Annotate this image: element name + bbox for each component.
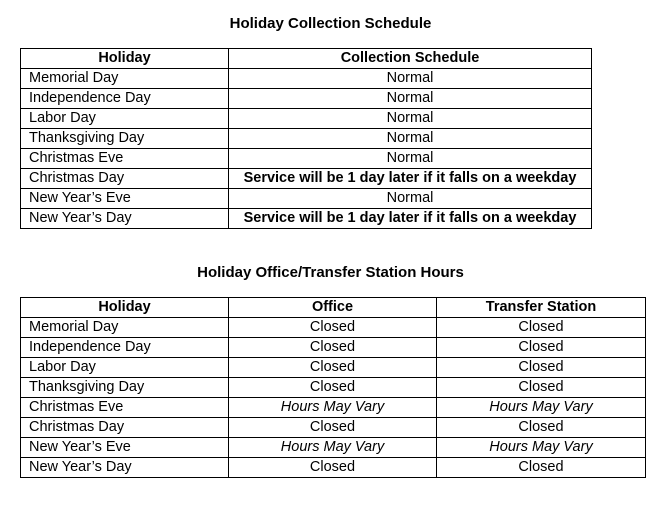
holiday-cell: New Year’s Day: [21, 458, 229, 478]
office-cell: Closed: [229, 338, 437, 358]
holiday-cell: New Year’s Eve: [21, 189, 229, 209]
schedule-cell: Normal: [229, 69, 592, 89]
table-row: [21, 169, 592, 189]
transfer-station-cell: Closed: [437, 378, 646, 398]
table-header-row: [21, 49, 592, 69]
transfer-station-cell: Closed: [437, 418, 646, 438]
table-row: [21, 89, 592, 109]
holiday-cell: Thanksgiving Day: [21, 378, 229, 398]
table-row: [21, 438, 646, 458]
column-header-collection-schedule: Collection Schedule: [229, 49, 592, 69]
office-cell: Closed: [229, 458, 437, 478]
holiday-cell: Christmas Eve: [21, 398, 229, 418]
table-row: [21, 378, 646, 398]
schedule-cell: Service will be 1 day later if it falls on a weekday: [229, 209, 592, 229]
table-header-row: [21, 298, 646, 318]
schedule-cell: Normal: [229, 189, 592, 209]
table-row: [21, 318, 646, 338]
office-hours-table: [20, 297, 646, 478]
transfer-station-cell: Closed: [437, 358, 646, 378]
table-row: [21, 69, 592, 89]
table-row: [21, 109, 592, 129]
table-row: [21, 398, 646, 418]
column-header-holiday: Holiday: [21, 49, 229, 69]
collection-schedule-title: Holiday Collection Schedule: [229, 15, 432, 32]
schedule-cell: Normal: [229, 129, 592, 149]
holiday-cell: Independence Day: [21, 89, 229, 109]
transfer-station-cell: Hours May Vary: [437, 438, 646, 458]
holiday-cell: Thanksgiving Day: [21, 129, 229, 149]
holiday-cell: New Year’s Eve: [21, 438, 229, 458]
office-cell: Closed: [229, 378, 437, 398]
holiday-cell: Christmas Eve: [21, 149, 229, 169]
holiday-cell: Memorial Day: [21, 318, 229, 338]
schedule-cell: Normal: [229, 109, 592, 129]
transfer-station-cell: Closed: [437, 338, 646, 358]
table-row: [21, 129, 592, 149]
transfer-station-cell: Hours May Vary: [437, 398, 646, 418]
table-row: [21, 358, 646, 378]
column-header-transfer-station: Transfer Station: [437, 298, 646, 318]
schedule-cell: Normal: [229, 89, 592, 109]
table-row: [21, 189, 592, 209]
transfer-station-cell: Closed: [437, 458, 646, 478]
table-row: [21, 209, 592, 229]
office-cell: Closed: [229, 318, 437, 338]
office-hours-title: Holiday Office/Transfer Station Hours: [197, 264, 464, 281]
table-row: [21, 458, 646, 478]
holiday-cell: Labor Day: [21, 358, 229, 378]
office-cell: Hours May Vary: [229, 398, 437, 418]
office-cell: Hours May Vary: [229, 438, 437, 458]
table-row: [21, 418, 646, 438]
schedule-cell: Service will be 1 day later if it falls on a weekday: [229, 169, 592, 189]
holiday-cell: Memorial Day: [21, 69, 229, 89]
office-cell: Closed: [229, 418, 437, 438]
holiday-cell: Independence Day: [21, 338, 229, 358]
transfer-station-cell: Closed: [437, 318, 646, 338]
schedule-cell: Normal: [229, 149, 592, 169]
holiday-cell: New Year’s Day: [21, 209, 229, 229]
column-header-holiday: Holiday: [21, 298, 229, 318]
table-row: [21, 149, 592, 169]
office-cell: Closed: [229, 358, 437, 378]
holiday-cell: Christmas Day: [21, 169, 229, 189]
holiday-cell: Christmas Day: [21, 418, 229, 438]
table-row: [21, 338, 646, 358]
holiday-cell: Labor Day: [21, 109, 229, 129]
collection-schedule-table: [20, 48, 592, 229]
column-header-office: Office: [229, 298, 437, 318]
